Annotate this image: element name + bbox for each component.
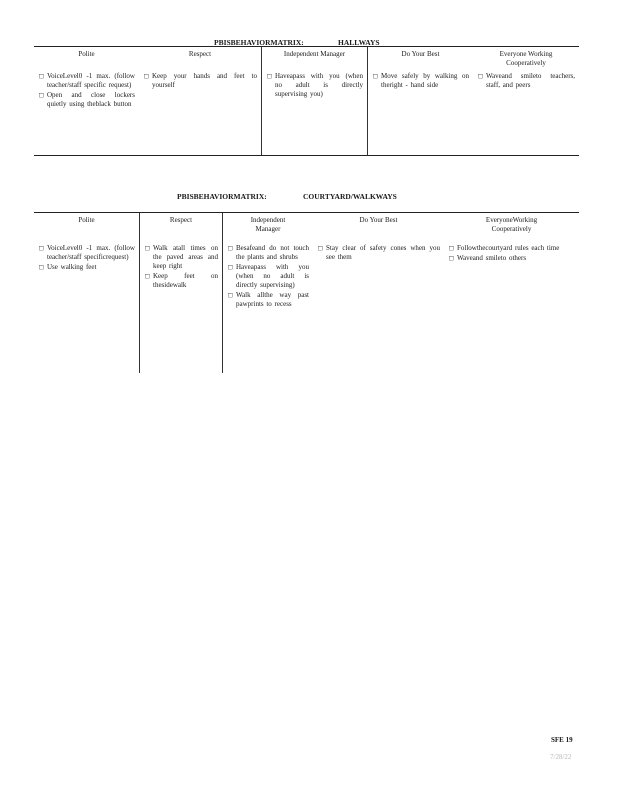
hallways-col-do-your-best: [367, 47, 473, 155]
hallways-col-everyone-working: [473, 47, 579, 155]
behavior-item: □ Walk allthe way past pawprints to recess: [227, 291, 309, 309]
behavior-item: □ Besafeand do not touch the plants and shrubs: [227, 244, 309, 262]
column-header-line: EveryoneWorking: [485, 216, 538, 224]
column-header: [313, 216, 444, 225]
behavior-item: □ Waveand smileto teachers, staff, and peers: [477, 72, 575, 90]
behavior-list: [313, 244, 444, 262]
column-header-line: Independent: [250, 216, 286, 224]
behavior-list: [139, 72, 261, 90]
column-header-line: Independent Manager: [283, 50, 346, 58]
behavior-list: [34, 244, 139, 272]
behavior-list: [223, 244, 313, 309]
page-date: 7/28/22: [550, 753, 572, 761]
behavior-item: □ Keep feet on thesidewalk: [144, 272, 218, 290]
behavior-item: □ Haveapass with you (when no adult is directly supervising): [227, 263, 309, 290]
hallways-title-right: HALLWAYS: [338, 38, 380, 47]
column-header-line: Do Your Best: [359, 216, 398, 224]
column-header: [140, 216, 222, 225]
behavior-list: [368, 72, 473, 90]
behavior-item: □ Keep your hands and feet to yourself: [143, 72, 257, 90]
column-header: [34, 216, 139, 225]
column-header: [262, 50, 367, 59]
column-header-line: Polite: [78, 216, 95, 224]
courtyard-title-right: COURTYARD/WALKWAYS: [303, 192, 397, 201]
behavior-item: □ Waveand smileto others: [448, 254, 575, 263]
column-header-line: Everyone Working: [499, 50, 553, 58]
behavior-item: □ Stay clear of safety cones when you see them: [317, 244, 440, 262]
behavior-item: □ Walk atall times on the paved areas and keep right: [144, 244, 218, 271]
behavior-item: □ VoiceLevel0 -1 max. (follow teacher/staff specific request): [38, 72, 135, 90]
courtyard-col-independent-manager: [222, 213, 313, 373]
hallways-col-respect: [139, 47, 261, 155]
page-code: SFE 19: [551, 736, 573, 744]
column-header-line: Polite: [78, 50, 95, 58]
courtyard-col-polite: [34, 213, 139, 373]
behavior-list: [473, 72, 579, 90]
behavior-item: □ VoiceLevel0 -1 max. (follow teacher/staff specificrequest): [38, 244, 135, 262]
behavior-item: □ Haveapass with you (when no adult is directly supervising you): [266, 72, 363, 99]
hallways-col-polite: [34, 47, 139, 155]
behavior-item: □ Open and close lockers quietly using theblack button: [38, 91, 135, 109]
column-header-line: Cooperatively: [506, 59, 546, 67]
column-header-line: Do Your Best: [401, 50, 440, 58]
column-header: [444, 216, 579, 234]
column-header-line: Manager: [255, 225, 281, 233]
courtyard-matrix: [34, 213, 579, 373]
courtyard-col-do-your-best: [313, 213, 444, 373]
hallways-matrix: [34, 47, 579, 155]
behavior-item: □ Use walking feet: [38, 263, 135, 272]
behavior-list: [140, 244, 222, 290]
column-header: [223, 216, 313, 234]
column-header: [473, 50, 579, 68]
column-header-line: Cooperatively: [491, 225, 532, 233]
hallways-bottom-rule: [34, 155, 579, 156]
column-header-line: Respect: [188, 50, 212, 58]
courtyard-col-respect: [139, 213, 222, 373]
behavior-list: [34, 72, 139, 109]
behavior-list: [262, 72, 367, 99]
behavior-item: □ Move safely by walking on theright - hand side: [372, 72, 469, 90]
column-header-line: Respect: [169, 216, 193, 224]
courtyard-col-everyone-working: [444, 213, 579, 373]
hallways-title-left: PBISBEHAVIORMATRIX:: [214, 38, 304, 47]
hallways-col-independent-manager: [261, 47, 367, 155]
courtyard-title-left: PBISBEHAVIORMATRIX:: [177, 192, 267, 201]
column-header: [34, 50, 139, 59]
column-header: [368, 50, 473, 59]
behavior-list: [444, 244, 579, 263]
column-header: [139, 50, 261, 59]
behavior-item: □ Followthecourtyard rules each time: [448, 244, 575, 253]
